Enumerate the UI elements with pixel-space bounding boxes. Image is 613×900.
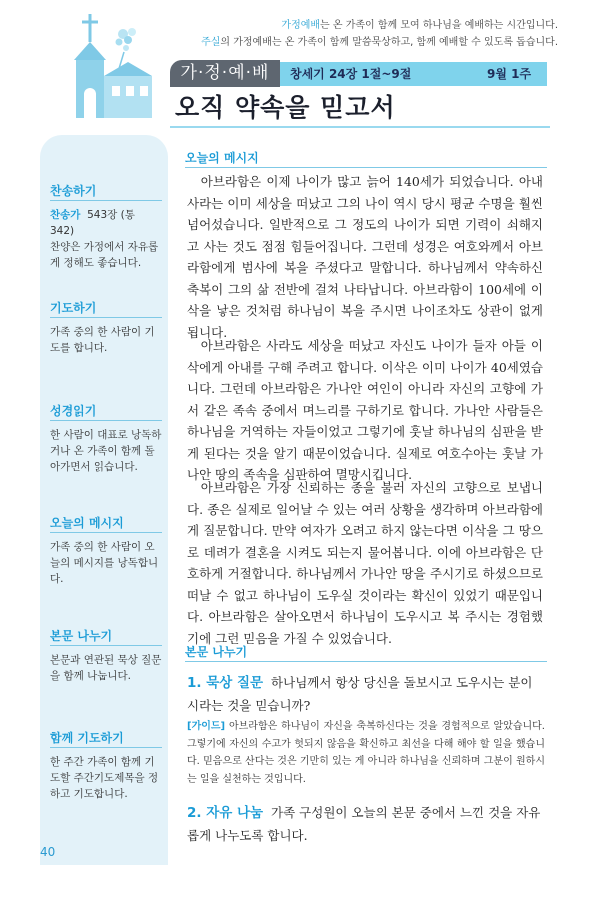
- sidebar-text-sharing: 본문과 연관된 묵상 질문을 함께 나눕니다.: [50, 654, 162, 682]
- sidebar-divider: [50, 200, 162, 201]
- sidebar-heading-prayer: 기도하기: [50, 301, 97, 315]
- free-sharing: 2. 자유 나눔 가족 구성원이 오늘의 본문 중에서 느낀 것을 자유롭게 나누도록 합니다.: [187, 805, 541, 843]
- message-paragraph: 아브라함은 이제 나이가 많고 늙어 140세가 되었습니다. 아내 사라는 이미 세상을 떠났고 그의 나이 역시 당시 평균 수명을 훨씬 넘어섰습니다. 일반적으로 그 정도의 나이가 되면 기력이 쇠해지고 사는 것도 점점 힘들어집니다. 그런데 성경은 여호와께서 아브라함에게 범사에 복을 주셨다고 말합니다. 하나님께서 약속하신 축복이 그의 삶 전반에 걸쳐 나타납니다. 아브라함이 100세에 이삭을 낳은 것처럼 하나님이 복을 주시면 나이조차도 상관이 없게 됩니다.: [187, 174, 543, 340]
- church-illustration-icon: [60, 12, 160, 122]
- message-heading: 오늘의 메시지: [185, 151, 259, 165]
- page-number: 40: [40, 845, 56, 859]
- sidebar-divider: [50, 420, 162, 421]
- intro-text: 가정예배는 온 가족이 함께 모여 하나님을 예배하는 시간입니다. 주실의 가정예배는 온 가족이 함께 말씀묵상하고, 함께 예배할 수 있도록 돕습니다.: [201, 20, 558, 48]
- sidebar-divider: [50, 317, 162, 318]
- message-paragraph: 아브라함은 사라도 세상을 떠났고 자신도 나이가 들자 아들 이삭에게 아내를 구해 주려고 합니다. 이삭은 이미 나이가 40세였습니다. 그런데 아브라함은 가나안 여인이 아니라 자신의 고향에 가서 같은 족속 중에서 며느리를 구하기로 합니다. 가나안 사람들은 하나님을 거역하는 자들이었고 그렇기에 훗날 하나님의 심판을 받게 된다는 것을 알기 때문이었습니다. 실제로 여호수아는 훗날 가나안 땅의 족속을 심판하여 멸망시킵니다.: [187, 338, 543, 482]
- sidebar-heading-hymn: 찬송하기: [50, 184, 97, 198]
- sidebar-heading-together-prayer: 함께 기도하기: [50, 731, 124, 745]
- sidebar-divider: [50, 532, 162, 533]
- sidebar-divider: [50, 747, 162, 748]
- sidebar-text-together-prayer: 한 주간 가족이 함께 기도할 주간기도제목을 정하고 기도합니다.: [50, 756, 159, 800]
- sidebar-divider: [50, 645, 162, 646]
- sidebar-text-prayer: 가족 중의 한 사람이 기도를 합니다.: [50, 326, 155, 354]
- guide-text: [가이드] 아브라함은 하나님이 자신을 축복하신다는 것을 경험적으로 알았습니다. 그렇기에 자신의 수고가 헛되지 않음을 확신하고 최선을 다해 해야 할 일을 했습니다. 믿음으로 산다는 것은 기만히 있는 게 아니라 하나님을 신뢰하며 그분이 원하시는 일을 실천하는 것입니다.: [187, 721, 545, 785]
- sidebar-heading-message: 오늘의 메시지: [50, 516, 124, 530]
- sidebar-text-message: 가족 중의 한 사람이 오늘의 메시지를 낭독합니다.: [50, 541, 159, 585]
- week-label: 9월 1주: [487, 67, 532, 81]
- scripture-passage: 창세기 24장 1절~9절: [290, 67, 412, 81]
- series-label: 가·정·예·배: [170, 60, 280, 87]
- sidebar-heading-sharing: 본문 나누기: [50, 629, 113, 643]
- meditation-question: 1. 묵상 질문 하나님께서 항상 당신을 돌보시고 도우시는 분이시라는 것을 믿습니까?: [187, 675, 533, 713]
- sidebar-text-hymn: 찬송가 543장 (통 342) 찬양은 가정에서 자유롭게 정해도 좋습니다.: [50, 209, 159, 269]
- section-divider: [185, 661, 547, 662]
- sharing-heading: 본문 나누기: [185, 645, 248, 659]
- title-divider: [170, 126, 550, 128]
- page-title: 오직 약속을 믿고서: [175, 93, 396, 122]
- sidebar-text-reading: 한 사람이 대표로 낭독하거나 온 가족이 함께 돌아가면서 읽습니다.: [50, 429, 162, 473]
- message-paragraph: 아브라함은 가장 신뢰하는 종을 불러 자신의 고향으로 보냅니다. 종은 실제로 일어날 수 있는 여러 상황을 생각하며 아브라함에게 질문합니다. 만약 여자가 오려고 하지 않는다면 이삭을 그 땅으로 데려가 결혼을 시켜도 되는지 물어봅니다. 이에 아브라함은 단호하게 거절합니다. 하나님께서 가나안 땅을 주시기로 하셨으므로 떠날 수 없고 하나님이 도우실 것이라는 확신이 있었기 때문입니다. 아브라함은 살아오면서 하나님이 도우시고 복 주시는 경험했기에 그런 믿음을 가질 수 있었습니다.: [187, 480, 543, 646]
- section-divider: [185, 167, 547, 168]
- sidebar-heading-reading: 성경읽기: [50, 404, 97, 418]
